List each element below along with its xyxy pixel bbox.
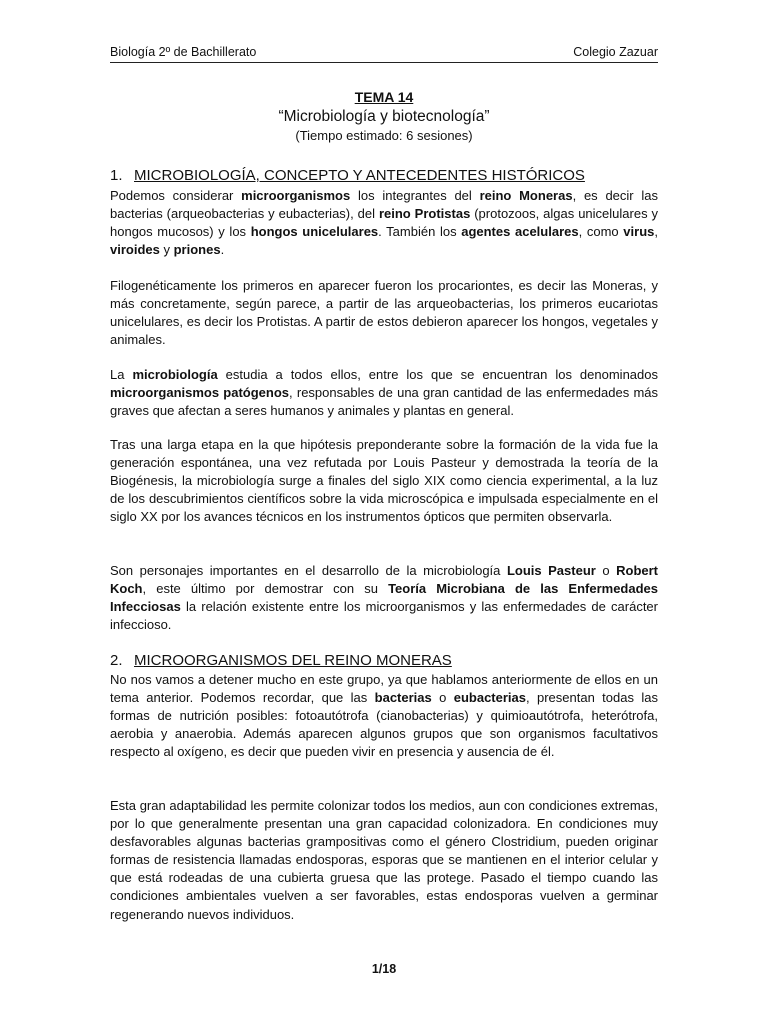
section-title: MICROBIOLOGÍA, CONCEPTO Y ANTECEDENTES HISTÓRICOS (134, 167, 585, 184)
text-run: La (110, 367, 133, 382)
bold-term: microorganismos (241, 188, 351, 203)
topic-number: TEMA 14 (354, 89, 414, 105)
bold-term: Teoría Microbiana de las Enfermedades Infecciosas (110, 581, 658, 615)
text-run: Esta gran adaptabilidad les permite colonizar todos los medios, aun con condiciones extremas, por lo que generalmente presentan una gran capacidad colonizadora. En condiciones muy desfavorables algunas bacterias grampositivas como el género Clostridium, pueden originar formas de resistencia llamadas endosporas, esporas que se mantienen en el interior celular y que está rodeadas de una cubierta gruesa que las protege. Pasado el tiempo cuando las condiciones ambientales vuelven a ser favorables, estas endosporas vuelven a germinar regenerando nuevos individuos. (110, 798, 658, 922)
header-school: Colegio Zazuar (573, 45, 658, 59)
text-run: . (220, 242, 225, 258)
text-run: Filogenéticamente los primeros en aparecer fueron los procariontes, es decir las Moneras, y más concretamente, según parece, a partir de las arqueobacterias, los primeros eucariotas unicelulares, es decir los Protistas. A partir de estos debieron aparecer los hongos, vegetales y animales. (110, 278, 658, 348)
bold-term: viroides (110, 242, 160, 258)
bold-term: virus (623, 224, 655, 240)
text-run: No nos vamos a detener mucho en este grupo, ya que hablamos anteriormente de ellos en un tema anterior. Podemos recordar, que las (110, 672, 658, 706)
section-heading-2 (110, 651, 452, 671)
estimated-time: (Tiempo estimado: 6 sesiones) (295, 128, 473, 143)
bold-term: eubacterias (453, 690, 526, 706)
header-course: Biología 2º de Bachillerato (110, 45, 257, 59)
paragraph (110, 187, 658, 259)
bold-term: reino Protistas (378, 206, 471, 222)
text-run: Podemos considerar (110, 188, 242, 203)
text-run: o (431, 690, 454, 706)
title-block (110, 88, 658, 145)
page-header (110, 44, 658, 63)
section-number: 1. (110, 167, 123, 184)
bold-term: hongos unicelulares (250, 224, 379, 240)
text-run: , presentan todas las formas de nutrición posibles: fotoautótrofa (cianobacterias) y quimioautótrofa, heterótrofa, aerobia y anaerobia. Además aparecen algunos grupos que son organismos facultativos respecto al oxígeno, es decir que pueden vivir en presencia y ausencia de él. (110, 690, 658, 760)
text-run: Tras una larga etapa en la que hipótesis preponderante sobre la formación de la vida fue la generación espontánea, una vez refutada por Louis Pasteur y demostrada la teoría de la Biogénesis, la microbiología surge a finales del siglo XIX como ciencia experimental, a la luz de los descubrimientos científicos sobre la vida microscópica e impulsada especialmente en el siglo XX por los avances técnicos en los instrumentos ópticos que permiten observarla. (110, 437, 658, 525)
text-run: y (159, 242, 174, 258)
text-run: la relación existente entre los microorganismos y las enfermedades de carácter infeccioso. (110, 599, 658, 633)
text-run: Son personajes importantes en el desarrollo de la microbiología (110, 563, 507, 578)
text-run: . También los (378, 224, 462, 240)
section-title: MICROORGANISMOS DEL REINO MONERAS (134, 652, 452, 669)
bold-term: microbiología (132, 367, 218, 382)
topic-title: “Microbiología y biotecnología” (278, 108, 490, 125)
text-run: , responsables de una gran cantidad de las enfermedades más graves que afectan a seres humanos y animales y plantas en general. (110, 385, 658, 419)
paragraph (110, 366, 658, 420)
bold-term: agentes acelulares (461, 224, 579, 240)
text-run: , es decir las bacterias (arqueobacterias y eubacterias), del (110, 188, 658, 222)
paragraph (110, 562, 658, 634)
text-run: , este último por demostrar con su (142, 581, 389, 597)
bold-term: microorganismos patógenos (110, 385, 290, 401)
paragraph (110, 436, 658, 526)
bold-term: Robert Koch (110, 563, 658, 597)
text-run: , como (578, 224, 624, 240)
paragraph (110, 277, 658, 349)
paragraph (110, 797, 658, 924)
bold-term: priones (173, 242, 221, 258)
section-heading-1 (110, 166, 585, 186)
paragraph (110, 671, 658, 761)
text-run: estudia a todos ellos, entre los que se encuentran los denominados (217, 367, 658, 382)
bold-term: reino Moneras (479, 188, 573, 203)
page-number: 1/18 (371, 962, 397, 976)
text-run: o (595, 563, 617, 578)
bold-term: Louis Pasteur (506, 563, 596, 578)
text-run: (protozoos, algas unicelulares y hongos mucosos) y los (110, 206, 658, 240)
bold-term: bacterias (374, 690, 432, 706)
section-number: 2. (110, 652, 123, 669)
text-run: , (654, 224, 658, 240)
text-run: los integrantes del (350, 188, 480, 203)
